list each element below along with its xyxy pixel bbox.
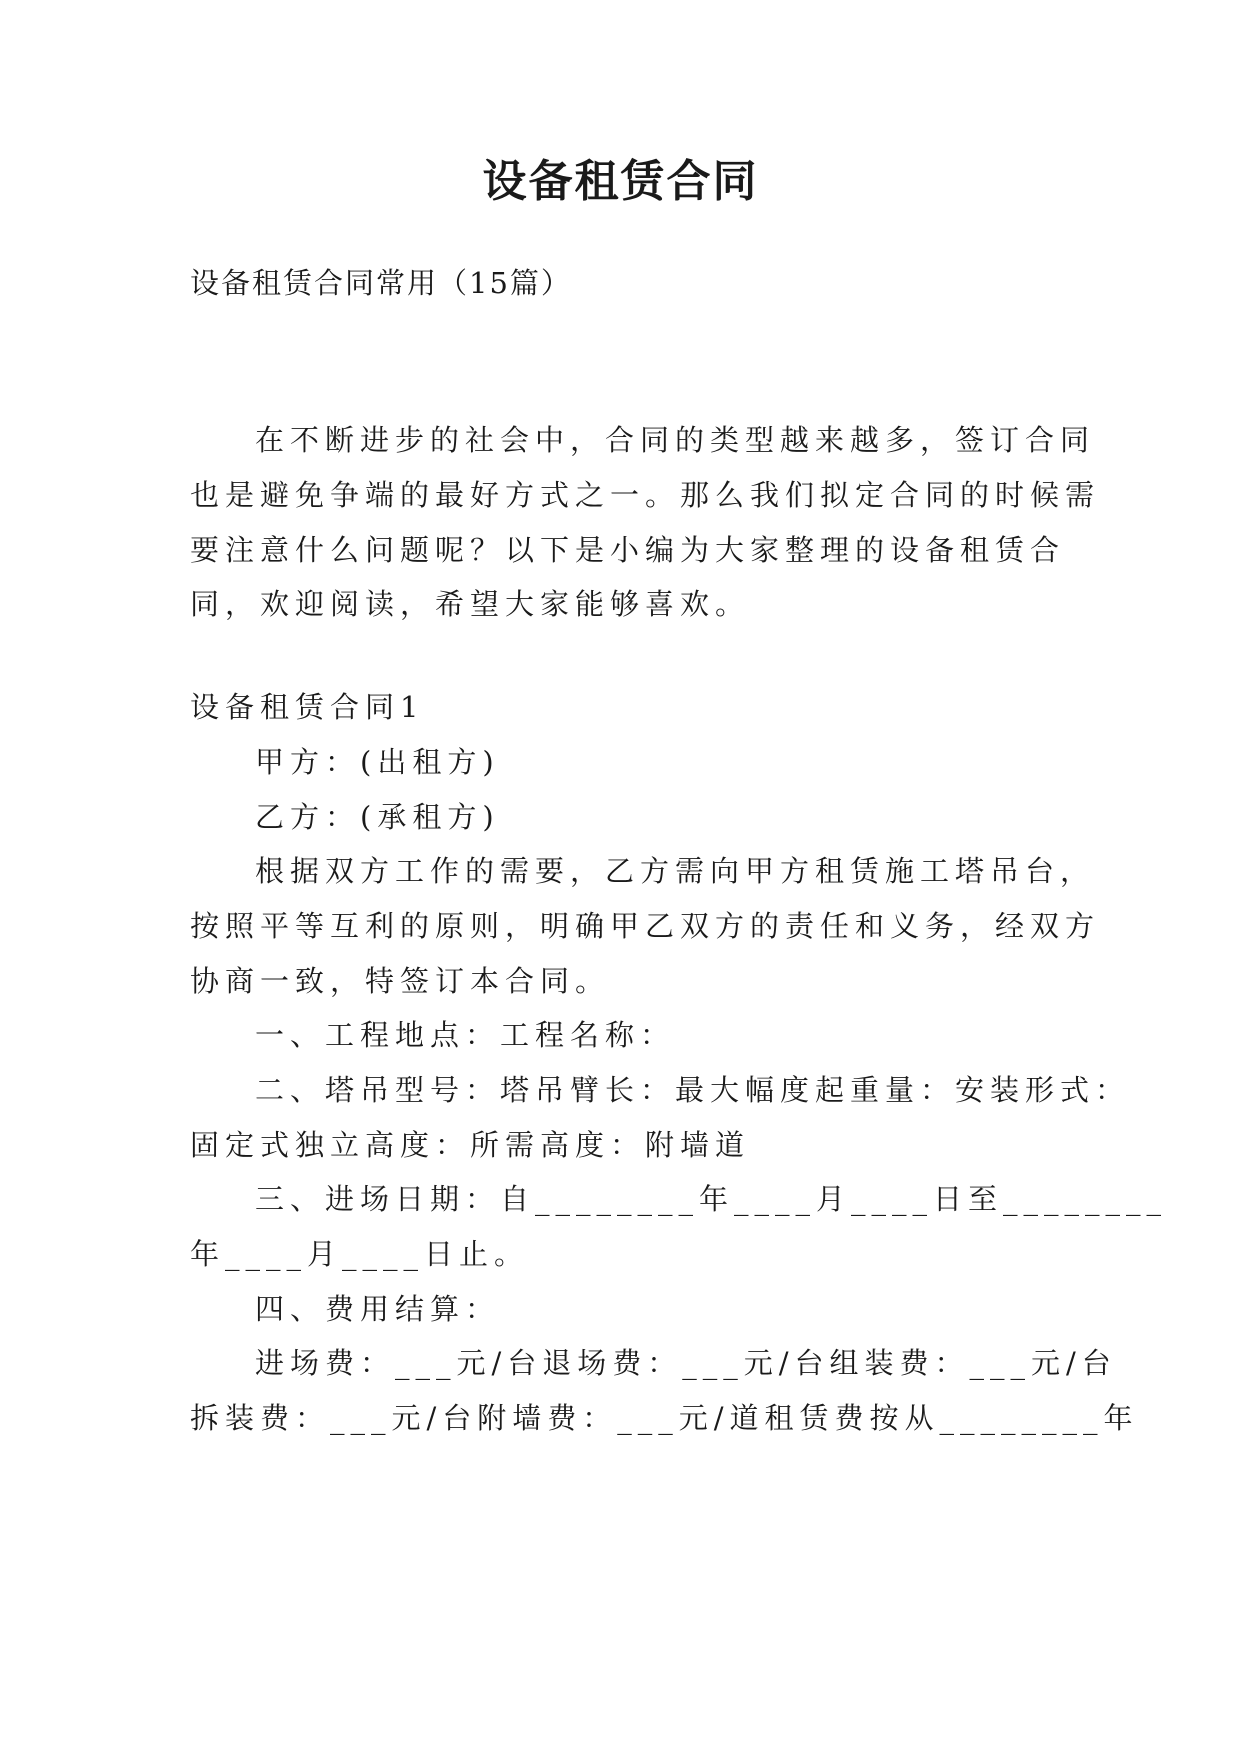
party-b: 乙方：(承租方) xyxy=(255,800,500,834)
intro-line-1: 在不断进步的社会中，合同的类型越来越多，签订合同 xyxy=(255,423,1096,457)
clause-2-line-1: 二、塔吊型号：塔吊臂长：最大幅度起重量：安装形式： xyxy=(255,1073,1131,1107)
intro-line-2: 也是避免争端的最好方式之一。那么我们拟定合同的时候需 xyxy=(190,478,1101,512)
fees-line-2: 拆装费：___元/台附墙费：___元/道租赁费按从________年 xyxy=(190,1401,1139,1435)
purpose-line-2: 按照平等互利的原则，明确甲乙双方的责任和义务，经双方 xyxy=(190,909,1101,943)
purpose-line-3: 协商一致，特签订本合同。 xyxy=(190,964,611,998)
clause-1: 一、工程地点：工程名称： xyxy=(255,1018,676,1052)
fees-line-1: 进场费：___元/台退场费：___元/台组装费：___元/台 xyxy=(255,1346,1117,1380)
intro-line-4: 同，欢迎阅读，希望大家能够喜欢。 xyxy=(190,587,751,621)
document-subtitle: 设备租赁合同常用（15篇） xyxy=(190,266,572,300)
document-title: 设备租赁合同 xyxy=(482,156,759,207)
clause-4: 四、费用结算： xyxy=(255,1292,501,1326)
intro-line-3: 要注意什么问题呢？以下是小编为大家整理的设备租赁合 xyxy=(190,533,1066,567)
purpose-line-1: 根据双方工作的需要，乙方需向甲方租赁施工塔吊台， xyxy=(255,854,1096,888)
clause-3-line-2: 年____月____日止。 xyxy=(190,1237,530,1271)
clause-3-line-1: 三、进场日期：自________年____月____日至________ xyxy=(255,1182,1168,1216)
clause-2-line-2: 固定式独立高度：所需高度：附墙道 xyxy=(190,1128,751,1162)
section-heading: 设备租赁合同1 xyxy=(190,690,425,724)
party-a: 甲方：(出租方) xyxy=(255,745,500,779)
